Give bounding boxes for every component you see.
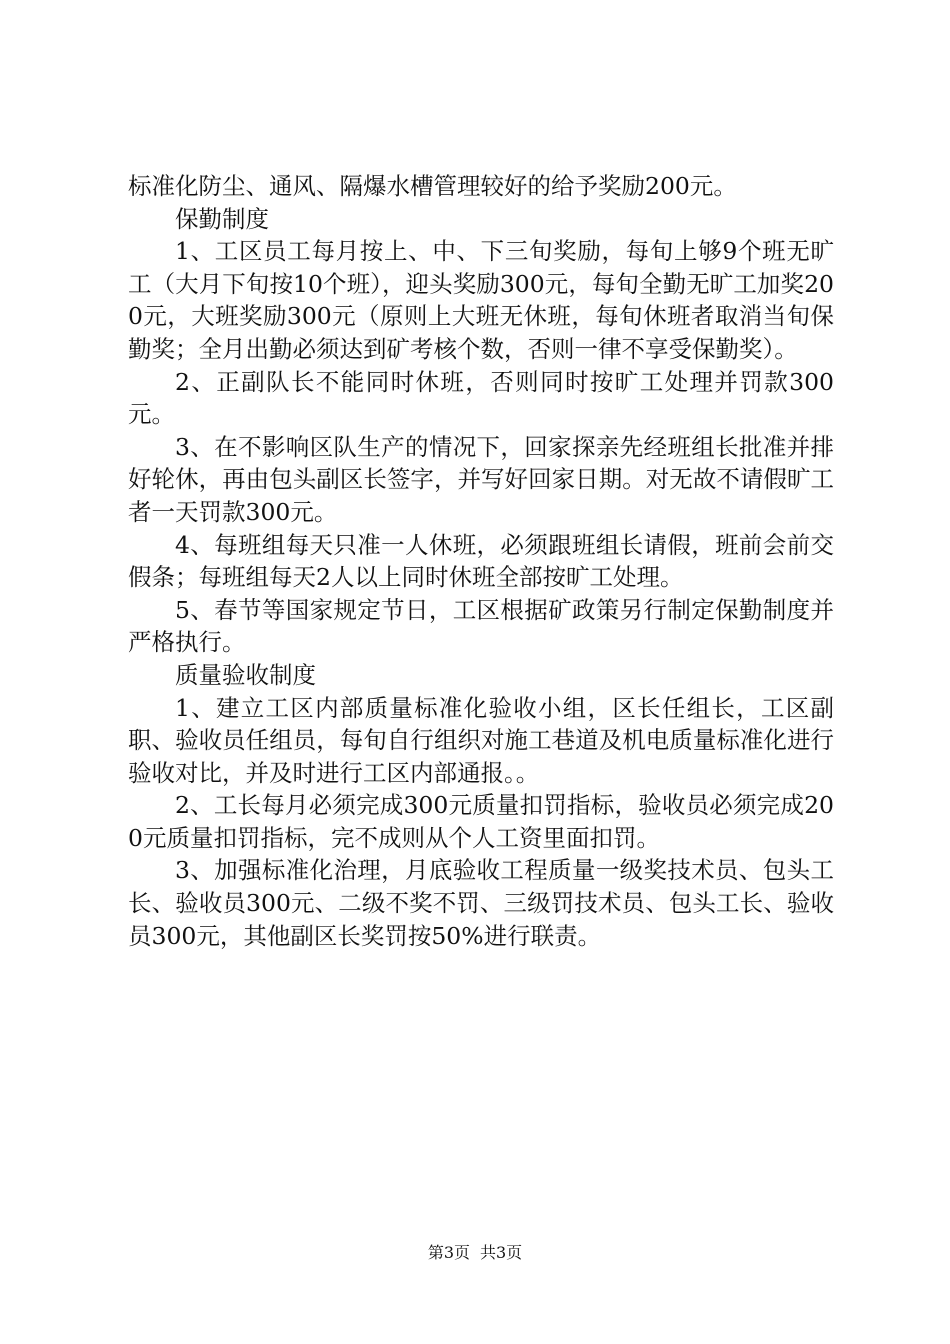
paragraph-attendance-2: 2、正副队长不能同时休班，否则同时按旷工处理并罚款300元。 (128, 367, 834, 429)
paragraph-attendance-5: 5、春节等国家规定节日，工区根据矿政策另行制定保勤制度并严格执行。 (128, 595, 834, 657)
paragraph-continuation: 标准化防尘、通风、隔爆水槽管理较好的给予奖励200元。 (128, 172, 737, 200)
page-footer (0, 1243, 950, 1263)
page-total: 共3页 (480, 1243, 523, 1262)
paragraph-quality-2: 2、工长每月必须完成300元质量扣罚指标，验收员必须完成200元质量扣罚指标，完不成则从个人工资里面扣罚。 (128, 791, 834, 852)
paragraph-attendance-1: 1、工区员工每月按上、中、下三旬奖励，每旬上够9个班无旷工（大月下旬按10个班），迎头奖励300元，每旬全勤无旷工加奖200元，大班奖励300元（原则上大班无休班，每旬休班者取消当旬保勤奖；全月出勤必须达到矿考核个数，否则一律不享受保勤奖）。 (128, 237, 834, 363)
paragraph-quality-3: 3、加强标准化治理，月底验收工程质量一级奖技术员、包头工长、验收员300元、二级不奖不罚、三级罚技术员、包头工长、验收员300元，其他副区长奖罚按50%进行联责。 (128, 856, 834, 950)
page-number: 第3页 (427, 1243, 470, 1262)
paragraph-attendance-3: 3、在不影响区队生产的情况下，回家探亲先经班组长批准并排好轮休，再由包头副区长签字，并写好回家日期。对无故不请假旷工者一天罚款300元。 (128, 432, 834, 526)
section-heading-attendance: 保勤制度 (175, 204, 269, 233)
paragraph-attendance-4: 4、每班组每天只准一人休班，必须跟班组长请假，班前会前交假条；每班组每天2人以上同时休班全部按旷工处理。 (128, 530, 834, 592)
section-heading-quality: 质量验收制度 (175, 660, 316, 689)
paragraph-quality-1: 1、建立工区内部质量标准化验收小组，区长任组长，工区副职、验收员任组员，每旬自行组织对施工巷道及机电质量标准化进行验收对比，并及时进行工区内部通报。。 (128, 693, 834, 787)
document-body (128, 170, 834, 952)
